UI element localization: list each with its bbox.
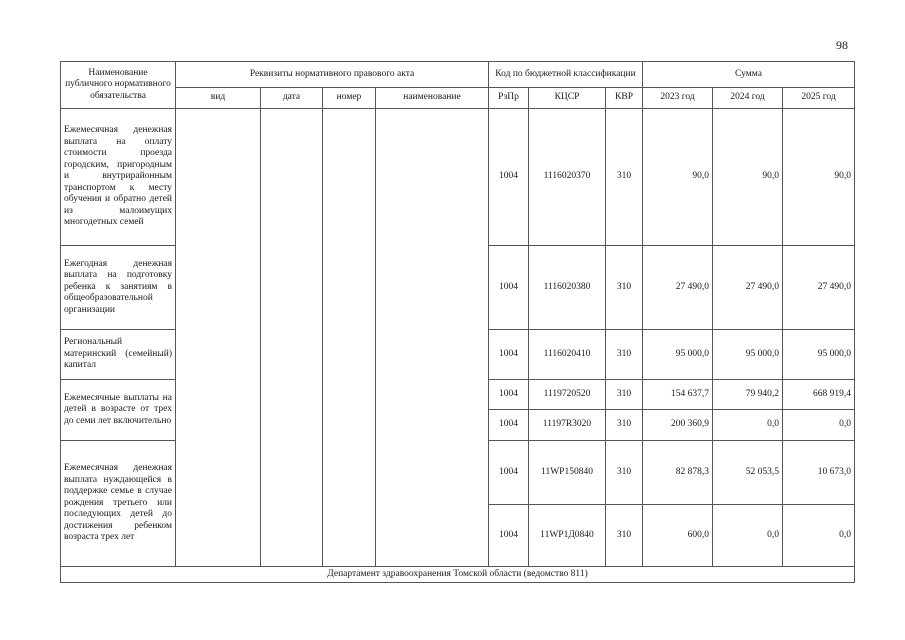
- kvr-cell: 310: [606, 505, 643, 567]
- header-col-2024: 2024 год: [713, 88, 783, 109]
- header-col-kvr: КВР: [606, 88, 643, 109]
- kcsr-cell: 1119720520: [529, 380, 606, 410]
- header-col-type: вид: [176, 88, 261, 109]
- sum-2024-cell: 52 053,5: [713, 441, 783, 505]
- header-col-2023: 2023 год: [643, 88, 713, 109]
- kcsr-cell: 11WP1Д0840: [529, 505, 606, 567]
- header-row-1: [61, 62, 855, 88]
- kvr-cell: 310: [606, 441, 643, 505]
- obligation-name-cell: Ежемесячные выплаты на детей в возрасте от трех до семи лет включительно: [61, 380, 176, 441]
- kvr-cell: 310: [606, 410, 643, 441]
- sum-2024-cell: 27 490,0: [713, 246, 783, 330]
- sum-2023-cell: 95 000,0: [643, 330, 713, 380]
- header-col-kcsr: КЦСР: [529, 88, 606, 109]
- sum-2023-cell: 200 360,9: [643, 410, 713, 441]
- sum-2025-cell: 0,0: [783, 410, 855, 441]
- rzpr-cell: 1004: [489, 410, 529, 441]
- header-code-group: Код по бюджетной классификации: [489, 62, 643, 88]
- page-number: 98: [836, 38, 848, 52]
- rzpr-cell: 1004: [489, 109, 529, 246]
- sum-2023-cell: 27 490,0: [643, 246, 713, 330]
- obligation-name-cell: Ежегодная денежная выплата на подготовку ребенка к занятиям в общеобразовательной организации: [61, 246, 176, 330]
- kcsr-cell: 11197R3020: [529, 410, 606, 441]
- kcsr-cell: 11WP150840: [529, 441, 606, 505]
- sum-2025-cell: 0,0: [783, 505, 855, 567]
- kvr-cell: 310: [606, 380, 643, 410]
- sum-2023-cell: 90,0: [643, 109, 713, 246]
- kcsr-cell: 1116020370: [529, 109, 606, 246]
- act-type-cell: [176, 109, 261, 567]
- act-title-cell: [376, 109, 489, 567]
- sum-2023-cell: 82 878,3: [643, 441, 713, 505]
- header-col-2025: 2025 год: [783, 88, 855, 109]
- rzpr-cell: 1004: [489, 505, 529, 567]
- sum-2024-cell: 0,0: [713, 410, 783, 441]
- rzpr-cell: 1004: [489, 330, 529, 380]
- header-row-2: [61, 88, 855, 109]
- sum-2025-cell: 10 673,0: [783, 441, 855, 505]
- header-obligation-name: Наименование публичного нормативного обязательства: [61, 62, 176, 109]
- header-col-date: дата: [261, 88, 323, 109]
- rzpr-cell: 1004: [489, 246, 529, 330]
- act-date-cell: [261, 109, 323, 567]
- obligation-name-cell: Региональный материнский (семейный) капитал: [61, 330, 176, 380]
- department-heading: Департамент здравоохранения Томской области (ведомство 811): [61, 567, 855, 583]
- kvr-cell: 310: [606, 330, 643, 380]
- header-col-rzpr: РзПр: [489, 88, 529, 109]
- budget-table: [60, 61, 855, 583]
- sum-2024-cell: 79 940,2: [713, 380, 783, 410]
- sum-2023-cell: 154 637,7: [643, 380, 713, 410]
- act-number-cell: [323, 109, 376, 567]
- sum-2025-cell: 90,0: [783, 109, 855, 246]
- obligation-name-cell: Ежемесячная денежная выплата на оплату стоимости проезда городским, пригородным и внутрирайонным транспортом к месту обучения и обратно детей из малоимущих многодетных семей: [61, 109, 176, 246]
- kvr-cell: 310: [606, 109, 643, 246]
- obligation-name-cell: Ежемесячная денежная выплата нуждающейся в поддержке семье в случае рождения третьего или последующих детей до достижения ребенком возраста трех лет: [61, 441, 176, 567]
- sum-2024-cell: 0,0: [713, 505, 783, 567]
- header-sum-group: Сумма: [643, 62, 855, 88]
- sum-2024-cell: 95 000,0: [713, 330, 783, 380]
- table-row: [61, 109, 855, 246]
- sum-2024-cell: 90,0: [713, 109, 783, 246]
- header-col-title: наименование: [376, 88, 489, 109]
- header-col-number: номер: [323, 88, 376, 109]
- kcsr-cell: 1116020380: [529, 246, 606, 330]
- header-act-group: Реквизиты нормативного правового акта: [176, 62, 489, 88]
- rzpr-cell: 1004: [489, 380, 529, 410]
- department-row: [61, 567, 855, 583]
- sum-2023-cell: 600,0: [643, 505, 713, 567]
- sum-2025-cell: 95 000,0: [783, 330, 855, 380]
- kcsr-cell: 1116020410: [529, 330, 606, 380]
- kvr-cell: 310: [606, 246, 643, 330]
- rzpr-cell: 1004: [489, 441, 529, 505]
- sum-2025-cell: 27 490,0: [783, 246, 855, 330]
- sum-2025-cell: 668 919,4: [783, 380, 855, 410]
